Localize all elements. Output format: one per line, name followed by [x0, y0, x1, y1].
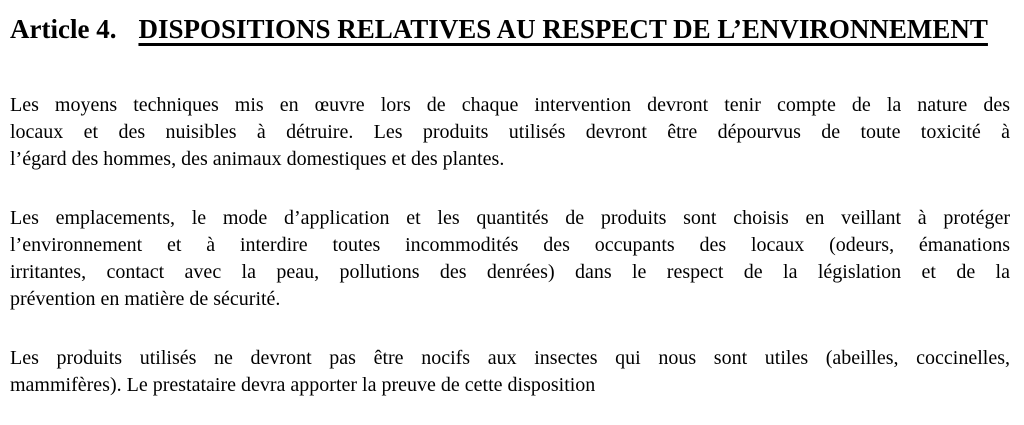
article-heading	[10, 12, 1010, 46]
paragraph-technical-means	[10, 92, 1010, 173]
paragraph-line: l’environnement et à interdire toutes incommodités des occupants des locaux (odeurs, émanations	[10, 234, 1010, 256]
paragraph-line: mammifères). Le prestataire devra apporter la preuve de cette disposition	[10, 374, 596, 396]
article-title: DISPOSITIONS RELATIVES AU RESPECT DE L’ENVIRONNEMENT	[138, 14, 988, 44]
paragraph-line: irritantes, contact avec la peau, pollutions des denrées) dans le respect de la législation et de la	[10, 261, 1010, 283]
paragraph-useful-insects	[10, 345, 1010, 399]
paragraph-line: Les emplacements, le mode d’application et les quantités de produits sont choisis en veillant à protéger	[10, 207, 1010, 229]
paragraph-product-application	[10, 205, 1010, 313]
paragraph-line: locaux et des nuisibles à détruire. Les produits utilisés devront être dépourvus de toute toxicité à	[10, 121, 1010, 143]
paragraph-line: prévention en matière de sécurité.	[10, 288, 281, 310]
paragraph-line: l’égard des hommes, des animaux domestiques et des plantes.	[10, 148, 505, 170]
article-number: Article 4.	[10, 14, 117, 44]
paragraph-line: Les moyens techniques mis en œuvre lors de chaque intervention devront tenir compte de la nature des	[10, 94, 1010, 116]
paragraph-line: Les produits utilisés ne devront pas être nocifs aux insectes qui nous sont utiles (abeilles, coccinelles,	[10, 347, 1010, 369]
